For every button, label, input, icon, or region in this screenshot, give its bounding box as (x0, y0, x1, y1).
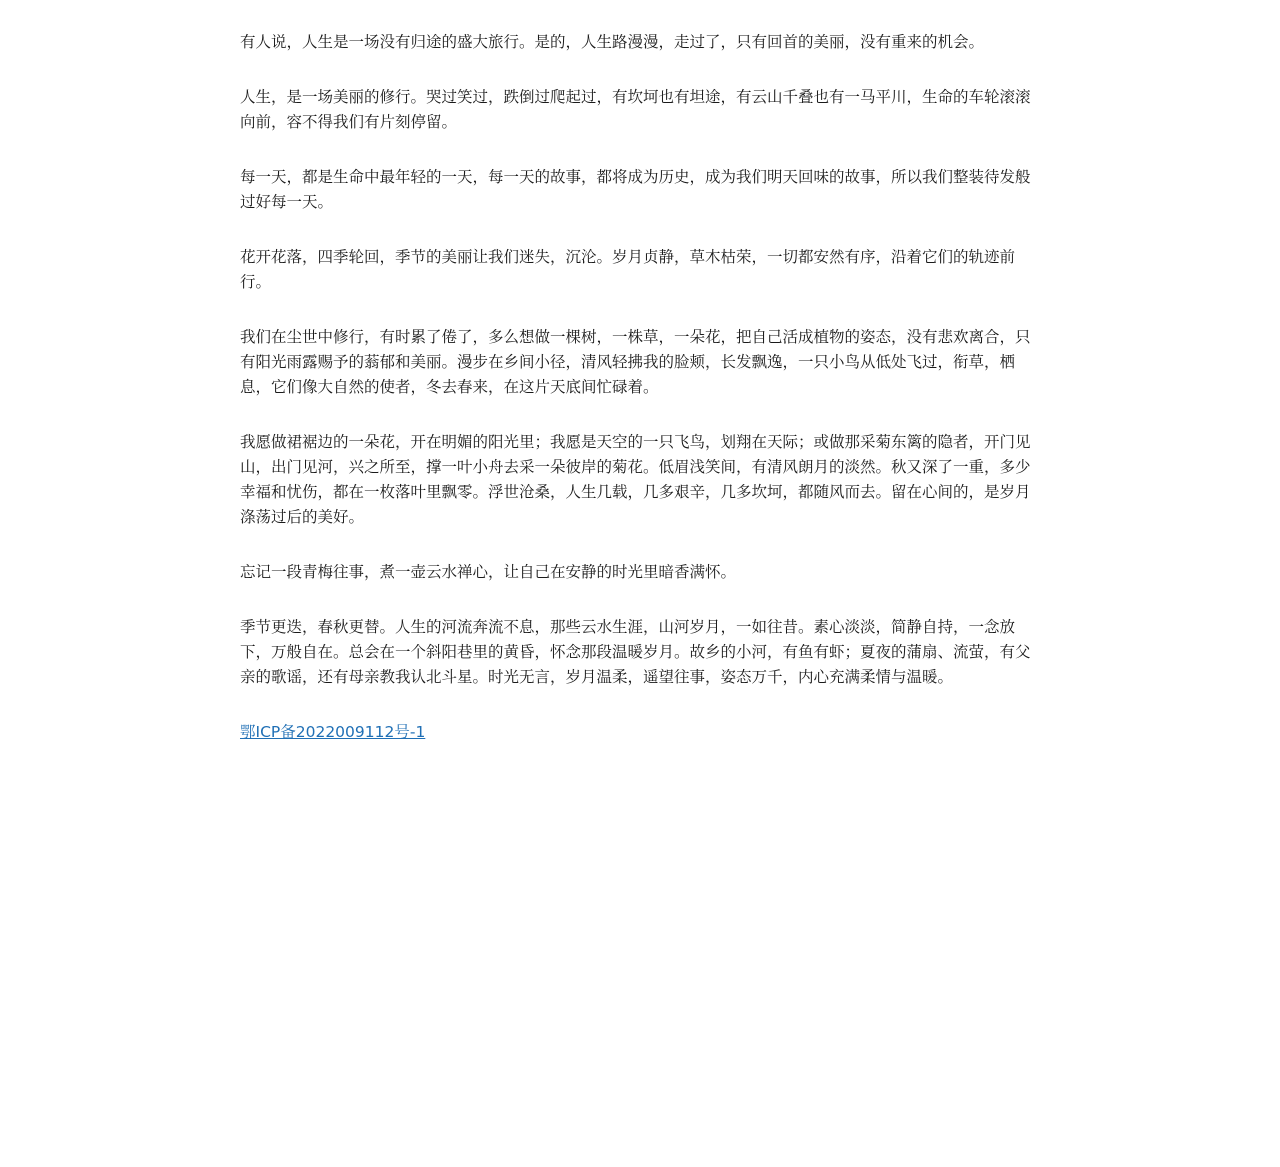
article-paragraph: 人生，是一场美丽的修行。哭过笑过，跌倒过爬起过，有坎坷也有坦途，有云山千叠也有一马平川，生命的车轮滚滚向前，容不得我们有片刻停留。 (240, 88, 1031, 131)
article-paragraph: 季节更迭，春秋更替。人生的河流奔流不息，那些云水生涯，山河岁月，一如往昔。素心淡淡，简静自持，一念放下，万般自在。总会在一个斜阳巷里的黄昏，怀念那段温暖岁月。故乡的小河，有鱼有虾；夏夜的蒲扇、流萤，有父亲的歌谣，还有母亲教我认北斗星。时光无言，岁月温柔，遥望往事，姿态万千，内心充满柔情与温暖。 (240, 618, 1031, 686)
icp-filing-link[interactable]: 鄂ICP备2022009112号-1 (240, 723, 426, 741)
article-paragraph: 花开花落，四季轮回，季节的美丽让我们迷失，沉沦。岁月贞静，草木枯荣，一切都安然有序，沿着它们的轨迹前行。 (240, 248, 1016, 291)
article-paragraph: 我们在尘世中修行，有时累了倦了，多么想做一棵树，一株草，一朵花，把自己活成植物的姿态，没有悲欢离合，只有阳光雨露赐予的蓊郁和美丽。漫步在乡间小径，清风轻拂我的脸颊，长发飘逸，一只小鸟从低处飞过，衔草，栖息，它们像大自然的使者，冬去春来，在这片天底间忙碌着。 (240, 328, 1031, 396)
article-paragraph: 我愿做裙裾边的一朵花，开在明媚的阳光里；我愿是天空的一只飞鸟，划翔在天际；或做那采菊东篱的隐者，开门见山，出门见河，兴之所至，撑一叶小舟去采一朵彼岸的菊花。低眉浅笑间，有清风朗月的淡然。秋又深了一重，多少幸福和忧伤，都在一枚落叶里飘零。浮世沧桑，人生几载，几多艰辛，几多坎坷，都随风而去。留在心间的，是岁月涤荡过后的美好。 (240, 433, 1031, 526)
article-paragraph: 有人说，人生是一场没有归途的盛大旅行。是的，人生路漫漫，走过了，只有回首的美丽，没有重来的机会。 (240, 33, 985, 51)
article-content (240, 30, 1045, 745)
article-paragraph: 忘记一段青梅往事，煮一壶云水禅心，让自己在安静的时光里暗香满怀。 (240, 563, 737, 581)
article-paragraph: 每一天，都是生命中最年轻的一天，每一天的故事，都将成为历史，成为我们明天回味的故事，所以我们整装待发般过好每一天。 (240, 168, 1031, 211)
